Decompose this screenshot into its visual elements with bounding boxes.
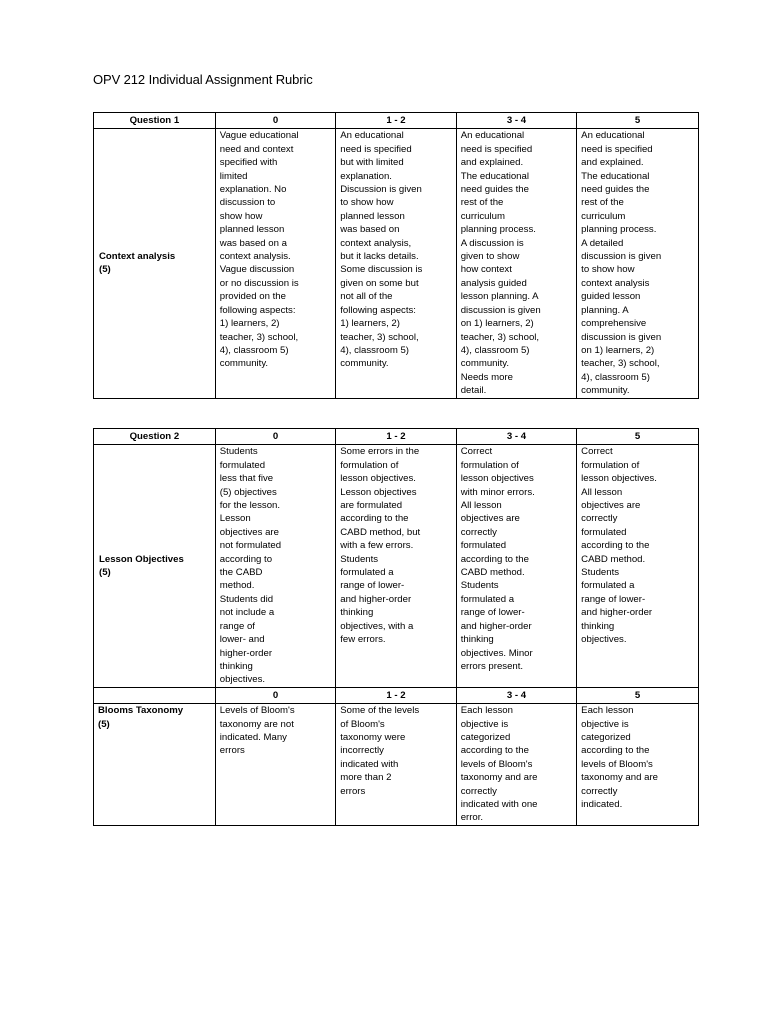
score-header: 3 - 4 — [456, 429, 576, 445]
descriptor-cell: An educational need is specified but with limited explanation. Discussion is given to show how planned lesson was based on context analysis, but it lacks details. Some discussion is given on some but not all of the following aspects: 1) learners, 2) teacher, 3) school, 4), classroom 5) community. — [336, 129, 456, 398]
criterion-row — [94, 129, 699, 398]
descriptor-cell: An educational need is specified and explained. The educational need guides the rest of the curriculum planning process. A discussion is given to show how context analysis guided lesson planning. A discussion is given on 1) learners, 2) teacher, 3) school, 4), classroom 5) community. Needs more detail. — [456, 129, 576, 398]
descriptor-cell: An educational need is specified and explained. The educational need guides the rest of the curriculum planning process. A detailed discussion is given to show how context analysis guided lesson planning. A comprehensive discussion is given on 1) learners, 2) teacher, 3) school, 4), classroom 5) community. — [577, 129, 699, 398]
header-row — [94, 429, 699, 445]
descriptor-cell: Correct formulation of lesson objectives. All lesson objectives are correctly formulated according to the CABD method. Students formulated a range of lower- and higher-order thinking objectives. — [577, 445, 699, 687]
question-label: Question 2 — [94, 429, 216, 445]
score-header: 3 - 4 — [456, 113, 576, 129]
header-row — [94, 687, 699, 703]
score-header: 1 - 2 — [336, 429, 456, 445]
header-row — [94, 113, 699, 129]
score-header: 0 — [215, 429, 335, 445]
empty-header — [94, 687, 216, 703]
criterion-label: Lesson Objectives (5) — [94, 445, 216, 687]
criterion-row — [94, 445, 699, 687]
descriptor-cell: Levels of Bloom's taxonomy are not indicated. Many errors — [215, 704, 335, 826]
score-header: 5 — [577, 113, 699, 129]
score-header: 3 - 4 — [456, 687, 576, 703]
descriptor-cell: Correct formulation of lesson objectives with minor errors. All lesson objectives are correctly formulated according to the CABD method. Students formulated a range of lower- and higher-order thinking objectives. Minor errors present. — [456, 445, 576, 687]
criterion-label: Context analysis (5) — [94, 129, 216, 398]
score-header: 0 — [215, 113, 335, 129]
score-header: 5 — [577, 687, 699, 703]
descriptor-cell: Some errors in the formulation of lesson objectives. Lesson objectives are formulated according to the CABD method, but with a few errors. Students formulated a range of lower- and higher-order thinking objectives, with a few errors. — [336, 445, 456, 687]
criterion-row — [94, 704, 699, 826]
descriptor-cell: Vague educational need and context specified with limited explanation. No discussion to show how planned lesson was based on a context analysis. Vague discussion or no discussion is provided on the following aspects: 1) learners, 2) teacher, 3) school, 4), classroom 5) community. — [215, 129, 335, 398]
score-header: 5 — [577, 429, 699, 445]
score-header: 1 - 2 — [336, 113, 456, 129]
descriptor-cell: Students formulated less that five (5) objectives for the lesson. Lesson objectives are not formulated according to the CABD method. Students did not include a range of lower- and higher-order thinking objectives. — [215, 445, 335, 687]
descriptor-cell: Each lesson objective is categorized according to the levels of Bloom's taxonomy and are correctly indicated with one error. — [456, 704, 576, 826]
document-title: OPV 212 Individual Assignment Rubric — [93, 72, 313, 87]
rubric-table-question-1 — [93, 112, 699, 399]
criterion-label: Blooms Taxonomy (5) — [94, 704, 216, 826]
question-label: Question 1 — [94, 113, 216, 129]
score-header: 1 - 2 — [336, 687, 456, 703]
descriptor-cell: Each lesson objective is categorized according to the levels of Bloom's taxonomy and are correctly indicated. — [577, 704, 699, 826]
score-header: 0 — [215, 687, 335, 703]
rubric-table-question-2 — [93, 428, 699, 826]
descriptor-cell: Some of the levels of Bloom's taxonomy were incorrectly indicated with more than 2 errors — [336, 704, 456, 826]
